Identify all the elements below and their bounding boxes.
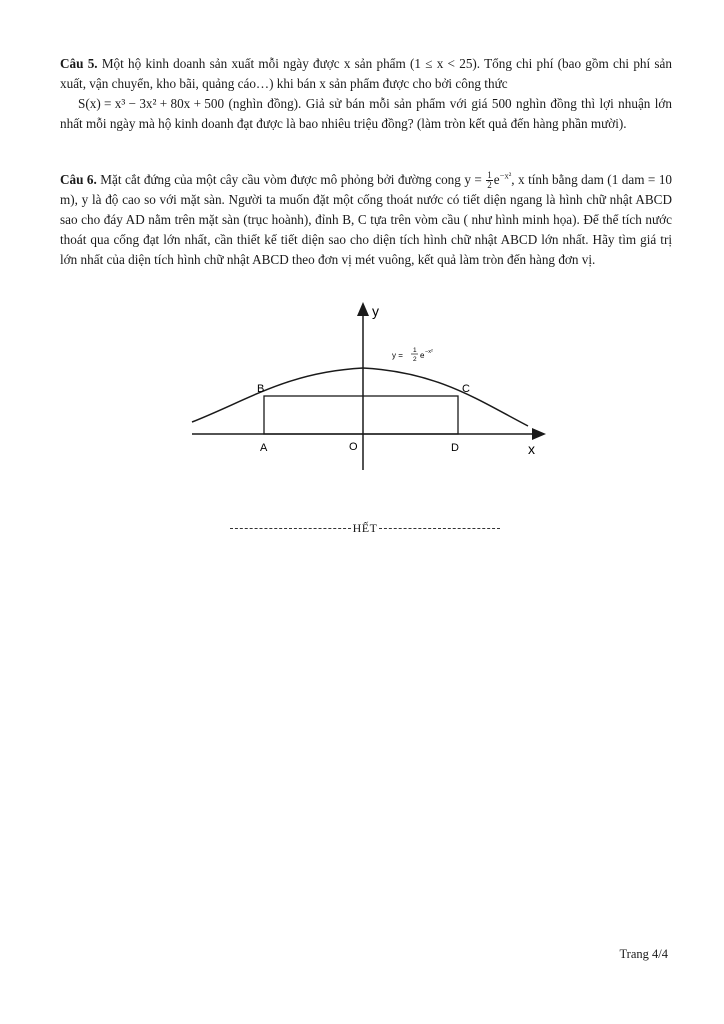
curve-label-denominator: 2 <box>413 356 417 363</box>
point-d-label: D <box>451 442 459 454</box>
question-5-label: Câu 5. <box>60 56 98 71</box>
end-marker <box>230 518 500 538</box>
curve-label-exponent: −x² <box>425 349 433 355</box>
question-5-text-part1: Một hộ kinh doanh sản xuất mỗi ngày được x sản phẩm (1 ≤ x < 25). Tổng chi phí (bao gồm chi phí sản xuất, vận chuyển, kho bãi, quảng cáo…) khi bán x sản phẩm được cho bởi công thức <box>60 56 672 91</box>
curve-label-base: e <box>420 351 425 360</box>
end-marker-text: HẾT <box>352 520 378 535</box>
y-axis-label: y <box>372 303 379 319</box>
question-5 <box>60 54 672 134</box>
y-axis-arrow-icon <box>357 302 369 316</box>
question-6-formula <box>464 170 512 191</box>
figure-svg <box>188 300 548 470</box>
question-6-text-part1: Mặt cắt đứng của một cây cầu vòm được mô phỏng bởi đường cong <box>96 172 465 187</box>
bridge-arch-figure <box>188 300 548 470</box>
page-number: Trang 4/4 <box>619 947 668 961</box>
arch-curve <box>192 368 528 426</box>
question-6-formula-base: e <box>493 172 500 187</box>
question-6-formula-lhs: y = <box>464 172 486 187</box>
question-5-formula: S(x) = x³ − 3x² + 80x + 500 <box>78 96 225 111</box>
point-b-label: B <box>257 383 265 395</box>
end-dash-right <box>379 528 500 529</box>
rectangle-abcd <box>264 396 458 434</box>
question-5-text-part2: (nghìn đồng). Giả sử bán mỗi sản phẩm với giá 500 nghìn đồng thì lợi nhuận lớn nhất mỗi ngày mà hộ kinh doanh đạt được là bao nhiêu triệu đồng? (làm tròn kết quả đến hàng phần mười). <box>60 96 672 131</box>
question-6 <box>60 170 672 270</box>
fraction-denominator: 2 <box>487 180 492 191</box>
end-dash-left <box>230 528 351 529</box>
curve-label-lhs: y = <box>392 351 403 360</box>
x-axis-label: x <box>528 441 535 457</box>
x-axis-arrow-icon <box>532 428 546 440</box>
question-6-fraction <box>486 171 493 190</box>
fraction-numerator: 1 <box>487 170 492 181</box>
point-a-label: A <box>260 442 268 454</box>
question-6-label: Câu 6. <box>60 172 97 187</box>
question-6-formula-exponent: −x² <box>499 170 512 181</box>
origin-label: O <box>349 441 358 453</box>
curve-label-numerator: 1 <box>413 347 417 354</box>
point-c-label: C <box>462 383 470 395</box>
question-6-text-part2: , x tính bằng dam (1 dam = 10 m), y là độ cao so với mặt sàn. Người ta muốn đặt một cống thoát nước có tiết diện ngang là hình chữ nhật ABCD sao cho đáy AD nằm trên mặt sàn (trục hoành), đỉnh B, C tựa trên vòm cầu ( như hình minh họa). Để thể tích nước thoát qua cống đạt lớn nhất, cần thiết kế tiết diện sao cho diện tích hình chữ nhật ABCD lớn nhất. Hãy tìm giá trị lớn nhất của diện tích hình chữ nhật ABCD theo đơn vị mét vuông, kết quả làm tròn đến hàng đơn vị. <box>60 172 673 268</box>
